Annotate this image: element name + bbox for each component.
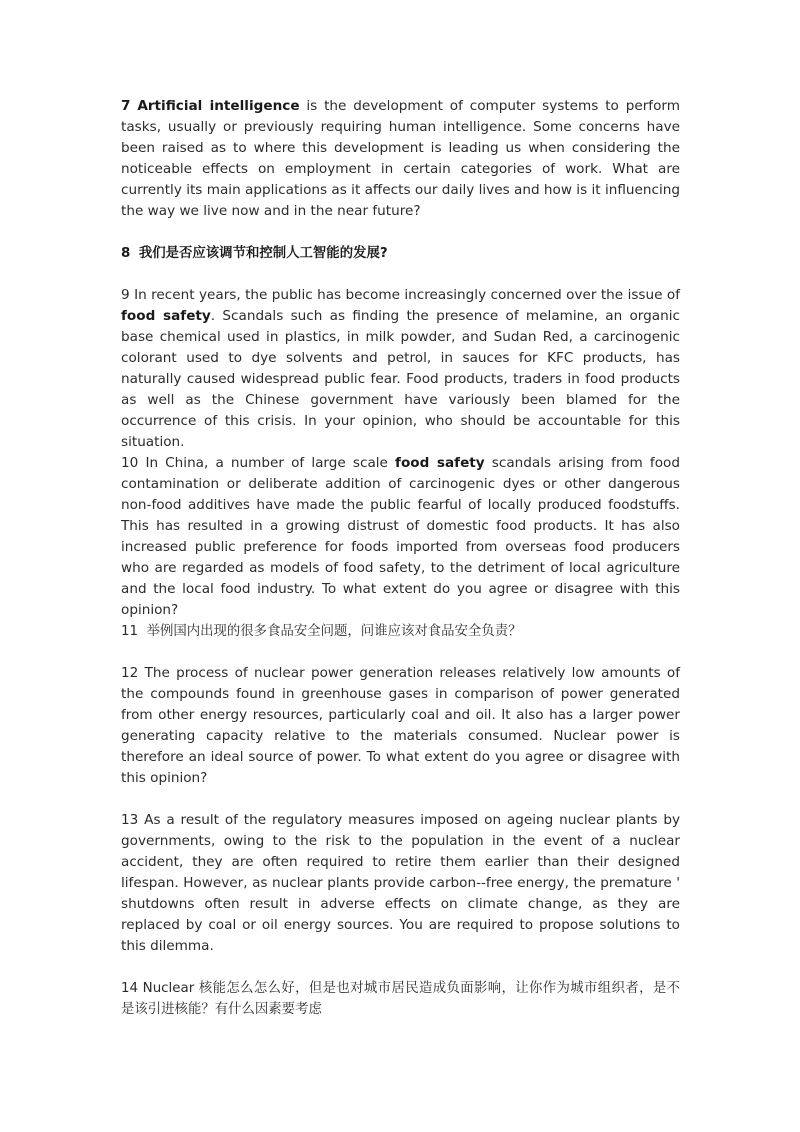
bold-term: Artificial intelligence	[137, 98, 300, 114]
paragraph-number: 7	[121, 98, 131, 114]
paragraph-number: 12	[121, 665, 139, 681]
paragraph-text: The process of nuclear power generation releases relatively low amounts of the compounds found in greenhouse gases in comparison of power generated from other energy resources, particularly coal and oil. It also has a larger power generating capacity relative to the materials consumed. Nuclear power is therefore an ideal source of power. To what extent do you agree or disagree with this opinion?	[121, 665, 681, 786]
paragraph-text: scandals arising from food contamination or deliberate addition of carcinogenic dyes or other dangerous non-food additives have made the public fearful of locally produced foodstuffs. This has resulted in a growing distrust of domestic food products. It has also increased public preference for foods imported from overseas food producers who are regarded as models of food safety, to the detriment of local agriculture and the local food industry. To what extent do you agree or disagree with this opinion?	[121, 455, 680, 618]
paragraph-number: 9	[121, 287, 130, 303]
bold-term: food safety	[395, 455, 485, 471]
paragraph-text: Nuclear 核能怎么怎么好，但是也对城市居民造成负面影响，让你作为城市组织者，是不是该引进核能？有什么因素要考虑	[121, 981, 680, 1017]
paragraph-text: 举例国内出现的很多食品安全问题，问谁应该对食品安全负责？	[146, 624, 522, 639]
paragraph-7	[121, 96, 680, 222]
paragraph-11	[121, 621, 680, 642]
paragraph-9	[121, 285, 680, 450]
paragraph-number: 11	[121, 624, 139, 639]
paragraph-number: 14	[121, 981, 139, 996]
paragraph-13	[121, 810, 680, 957]
paragraph-10	[121, 453, 680, 618]
paragraph-number: 10	[121, 455, 139, 471]
bold-question: 我们是否应该调节和控制人工智能的发展?	[138, 246, 388, 261]
document-body	[121, 96, 680, 1041]
paragraph-text: . Scandals such as finding the presence of melamine, an organic base chemical used in plastics, in milk powder, and Sudan Red, a carcinogenic colorant used to dye solvents and petrol, in sauces for KFC products, has naturally caused widespread public fear. Food products, traders in food products as well as the Chinese government have variously been blamed for the occurrence of this crisis. In your opinion, who should be accountable for this situation.	[121, 308, 680, 450]
paragraph-text: As a result of the regulatory measures imposed on ageing nuclear plants by governments, owing to the risk to the population in the event of a nuclear accident, they are often required to retire them earlier than their designed lifespan. However, as nuclear plants provide carbon-‐free energy, the premature ' shutdowns often result in adverse effects on climate change, as they are replaced by coal or oil energy sources. You are required to propose solutions to this dilemma.	[121, 812, 680, 954]
paragraph-text: is the development of computer systems to perform tasks, usually or previously requiring human intelligence. Some concerns have been raised as to where this development is leading us when considering the noticeable effects on employment in certain categories of work. What are currently its main applications as it affects our daily lives and how is it influencing the way we live now and in the near future?	[121, 98, 680, 219]
paragraph-number: 8	[121, 246, 131, 261]
paragraph-text: In China, a number of large scale	[145, 455, 396, 471]
paragraph-text: In recent years, the public has become increasingly concerned over the issue of	[134, 287, 680, 303]
bold-term: food safety	[121, 308, 211, 324]
paragraph-14	[121, 978, 680, 1020]
paragraph-8	[121, 243, 680, 264]
paragraph-12	[121, 663, 680, 789]
paragraph-number: 13	[121, 812, 139, 828]
